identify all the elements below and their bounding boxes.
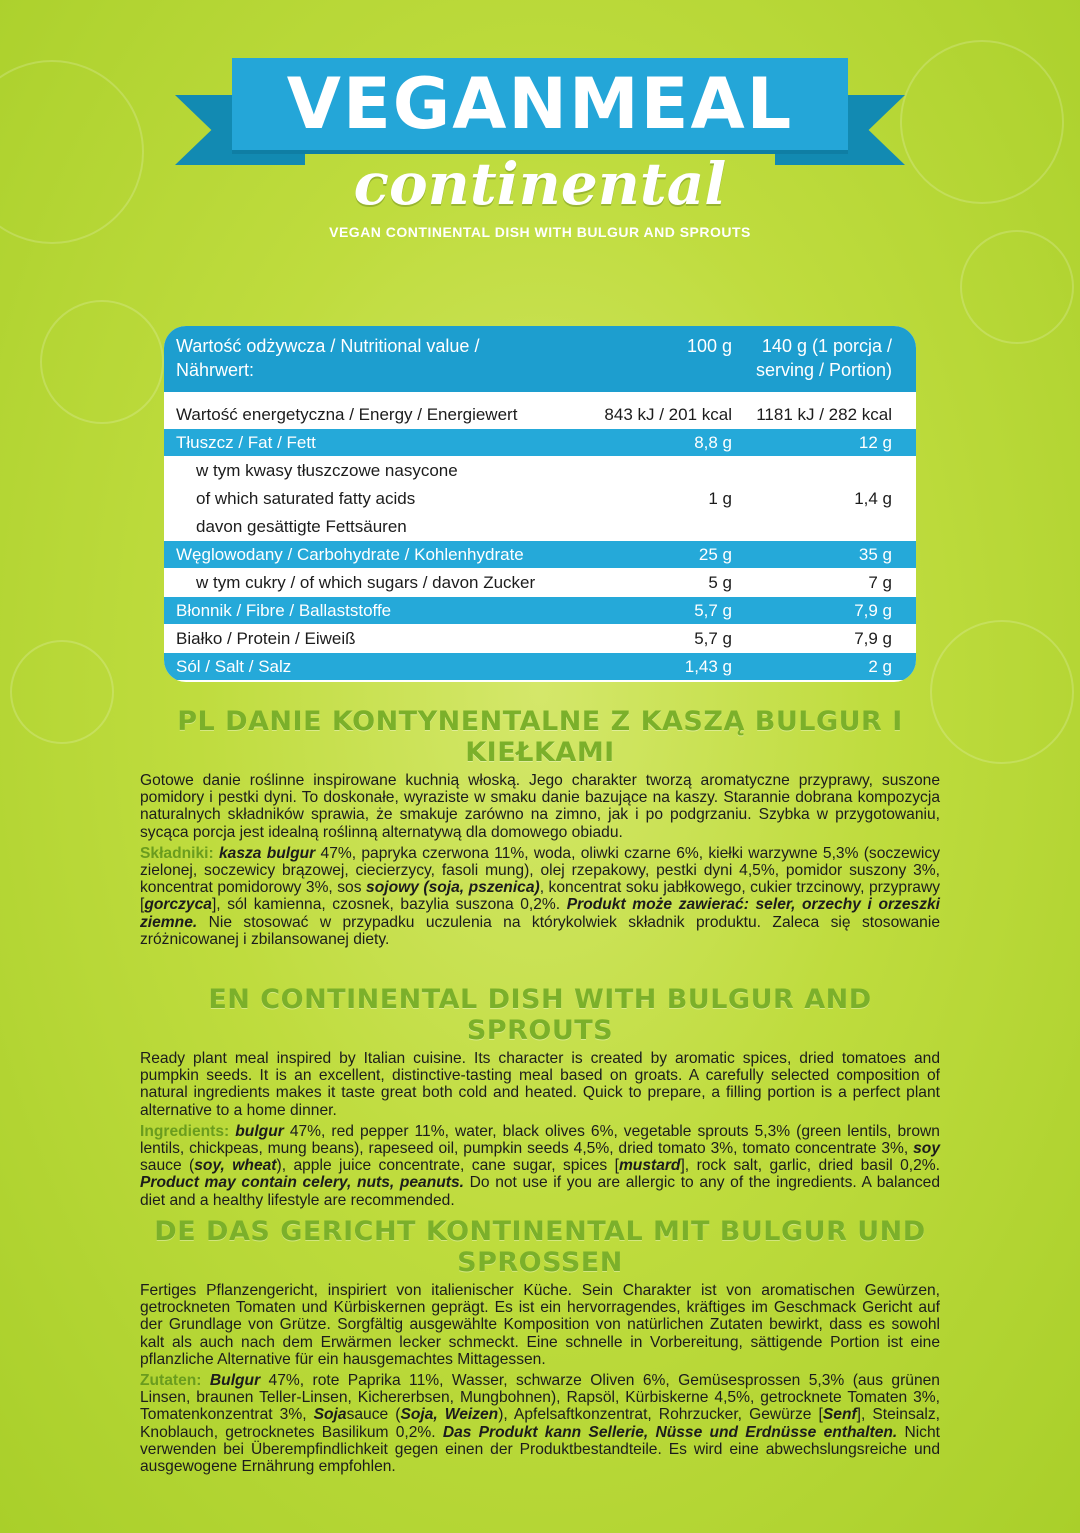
table-row-carbohydrate xyxy=(164,540,916,568)
ingredients-en xyxy=(140,1123,940,1209)
row-value-portion: 7,9 g xyxy=(854,628,892,648)
row-label: Białko / Protein / Eiweiß xyxy=(176,628,356,648)
table-row-saturated-fat xyxy=(164,456,916,540)
ing-text: ), Apfelsaftkonzentrat, Rohrzucker, Gewürze [ xyxy=(498,1406,823,1424)
ing-text: sauce ( xyxy=(346,1406,401,1424)
ing-text: Do not use if you are allergic to any of the ingredients. A balanced diet and a healthy lifestyle are recommended. xyxy=(140,1174,940,1209)
row-label: Wartość energetyczna / Energy / Energiewert xyxy=(176,404,518,424)
row-label xyxy=(164,457,594,541)
description-en: Ready plant meal inspired by Italian cuisine. Its character is created by aromatic spices, dried tomatoes and pumpkin seeds. It is an excellent, distinctive-tasting meal based on groats. A carefully selected composition of natural ingredients makes it taste great both cold and heated. Quick to prepare, a filling portion is a perfect plant alternative to a home dinner. xyxy=(140,1050,940,1119)
ing-highlight: bulgur xyxy=(235,1122,284,1140)
description-pl: Gotowe danie roślinne inspirowane kuchnią włoską. Jego charakter tworzą aromatyczne przyprawy, suszone pomidory i pestki dyni. To doskonałe, wyraziste w smaku danie bazujące na kaszy. Starannie dobrana kompozycja naturalnych składników sprawia, że smakuje zarówno na zimno, jak i po podgrzaniu. Szybka w przygotowaniu, sycąca porcja jest idealną roślinną alternatywą dla domowego obiadu. xyxy=(140,772,940,841)
header-portion-line: serving / Portion) xyxy=(755,360,892,380)
product-banner xyxy=(0,0,1080,240)
ingredients-label: Zutaten: xyxy=(140,1372,202,1390)
ing-text: ], rock salt, garlic, dried basil 0,2%. xyxy=(680,1157,941,1175)
ing-text: Nicht verwenden bei Überempfindlichkeit gegen einen der Produktbestandteile. Es wird eine abwechslungsreiche und ausgewogene Ernährung empfohlen. xyxy=(140,1423,940,1476)
section-title-en: EN CONTINENTAL DISH WITH BULGUR AND SPROUTS xyxy=(208,984,872,1046)
variant-title: continental xyxy=(353,150,727,218)
ing-text: Nie stosować w przypadku uczulenia na którykolwiek składnik produktu. Zaleca się stosowanie zróżnicowanej i zbilansowanej diety. xyxy=(140,913,940,948)
row-label-line: of which saturated fatty acids xyxy=(196,488,416,508)
table-row-sugars xyxy=(164,568,916,596)
nutrition-table-header xyxy=(164,326,916,392)
table-row-fat xyxy=(164,428,916,456)
ing-text: ], sól kamienna, czosnek, bazylia suszona 0,2%. xyxy=(211,896,567,914)
section-de xyxy=(140,1216,940,1475)
row-value-portion: 12 g xyxy=(858,432,892,452)
ingredients-de xyxy=(140,1372,940,1475)
ing-warning: Das Produkt kann Sellerie, Nüsse und Erdnüsse enthalten. xyxy=(442,1423,898,1441)
ing-allergen: soy, wheat xyxy=(194,1157,277,1175)
ing-text: ), apple juice concentrate, cane sugar, spices [ xyxy=(276,1157,619,1175)
ing-allergen: Soja, Weizen xyxy=(400,1406,499,1424)
ing-warning: Produkt może zawierać: seler, orzechy i orzeszki ziemne. xyxy=(140,896,941,931)
decorative-vegetable-sketch xyxy=(930,620,1074,764)
decorative-vegetable-sketch xyxy=(10,640,114,744)
row-label: Sól / Salt / Salz xyxy=(176,656,292,676)
row-value-100g: 5,7 g xyxy=(694,628,732,648)
row-value-portion: 1181 kJ / 282 kcal xyxy=(756,404,892,424)
row-value-100g: 8,8 g xyxy=(694,432,732,452)
section-title-pl: PL DANIE KONTYNENTALNE Z KASZĄ BULGUR I KIEŁKAMI xyxy=(177,706,903,768)
row-label: Tłuszcz / Fat / Fett xyxy=(176,432,316,452)
brand-title: VEGANMEAL xyxy=(286,63,794,145)
ing-text: , koncentrat soku jabłkowego, cukier trzcinowy, przyprawy [ xyxy=(140,879,940,914)
ing-warning: Product may contain celery, nuts, peanuts. xyxy=(140,1174,464,1192)
row-label-line: davon gesättigte Fettsäuren xyxy=(196,516,407,536)
header-portion-line: 140 g (1 porcja / xyxy=(761,336,892,356)
ing-text: 47%, red pepper 11%, water, black olives 6%, vegetable sprouts 5,3% (green lentils, brown lentils, chickpeas, mung beans), rapeseed oil, pumpkin seeds 4,5%, dried tomato 3%, tomato concentrate 3%, xyxy=(140,1122,940,1158)
ing-allergen: gorczyca xyxy=(144,896,212,914)
row-value-100g: 25 g xyxy=(698,544,732,564)
header-label-line: Wartość odżywcza / Nutritional value / xyxy=(176,336,480,356)
ing-highlight: Bulgur xyxy=(209,1372,261,1390)
header-col-portion xyxy=(732,334,904,382)
section-pl xyxy=(140,706,940,948)
ingredients-label: Składniki: xyxy=(140,844,214,862)
row-value-100g: 5 g xyxy=(708,572,732,592)
ing-text: ], Steinsalz, Knoblauch, getrocknetes Basilikum 0,2%. xyxy=(140,1406,941,1441)
product-tagline: VEGAN CONTINENTAL DISH WITH BULGUR AND SPROUTS xyxy=(329,224,751,240)
ing-allergen: Senf xyxy=(822,1406,857,1424)
section-en xyxy=(140,984,940,1209)
header-label-line: Nährwert: xyxy=(176,360,255,380)
row-value-portion: 7 g xyxy=(868,572,892,592)
ing-text: sauce ( xyxy=(140,1157,195,1175)
table-row-protein xyxy=(164,624,916,652)
row-label-line: w tym kwasy tłuszczowe nasycone xyxy=(196,460,458,480)
section-title-de: DE DAS GERICHT KONTINENTAL MIT BULGUR UND SPROSSEN xyxy=(154,1216,926,1278)
ing-allergen: mustard xyxy=(618,1157,681,1175)
header-col-100g: 100 g xyxy=(686,336,732,356)
ing-text: 47%, papryka czerwona 11%, woda, oliwki czarne 6%, kiełki warzywne 5,3% (soczewicy zielonej, soczewicy brązowej, ciecierzycy, fasoli mung), olej rzepakowy, pestki dyni 4,5%, pomidor suszony 3%, koncentrat pomidorowy 3%, sos xyxy=(140,844,940,897)
row-value-100g: 1 g xyxy=(708,488,732,508)
header-label xyxy=(164,334,594,382)
row-label: Węglowodany / Carbohydrate / Kohlenhydrate xyxy=(176,544,524,564)
ing-allergen: sojowy (soja, pszenica) xyxy=(366,879,540,897)
description-de: Fertiges Pflanzengericht, inspiriert von italienischer Küche. Sein Charakter ist von aromatischen Gewürzen, getrockneten Tomaten und Kürbiskernen geprägt. Es ist ein hervorragendes, kräftiges im Geschmack Gericht auf der Grundlage von Grütze. Sorgfältig ausgewählte Komposition von natürlichen Zutaten bewirkt, dass es sowohl kalt als auch nach dem Erwärmen lecker schmeckt. Eine schnelle in Vorbereitung, sättigende Portion ist eine pflanzliche Alternative für ein hausgemachtes Mittagessen. xyxy=(140,1282,940,1368)
row-value-100g: 843 kJ / 201 kcal xyxy=(604,404,732,424)
row-value-100g: 1,43 g xyxy=(684,656,732,676)
table-row-salt xyxy=(164,652,916,680)
ingredients-label: Ingredients: xyxy=(140,1122,230,1140)
row-label: Błonnik / Fibre / Ballaststoffe xyxy=(176,600,392,620)
ing-allergen: Soja xyxy=(313,1406,347,1424)
ing-text: 47%, rote Paprika 11%, Wasser, schwarze Oliven 6%, Gemüsesprossen 5,3% (aus grünen Linsen, braunen Teller-Linsen, Kichererbsen, Mungbohnen), Rapsöl, Kürbiskerne 4,5%, getrocknete Tomaten 3%, Tomatenkonzentrat 3%, xyxy=(140,1372,940,1424)
decorative-vegetable-sketch xyxy=(40,300,164,424)
nutrition-table xyxy=(164,326,916,682)
ing-allergen: soy xyxy=(913,1140,940,1158)
row-value-portion: 2 g xyxy=(868,656,892,676)
row-value-100g: 5,7 g xyxy=(694,600,732,620)
ing-highlight: kasza bulgur xyxy=(218,844,316,862)
row-label: w tym cukry / of which sugars / davon Zucker xyxy=(196,572,536,592)
ingredients-pl xyxy=(140,845,940,948)
table-row-fibre xyxy=(164,596,916,624)
row-value-portion: 35 g xyxy=(858,544,892,564)
row-value-portion: 1,4 g xyxy=(854,488,892,508)
decorative-vegetable-sketch xyxy=(960,230,1074,344)
row-value-portion: 7,9 g xyxy=(854,600,892,620)
table-row-energy xyxy=(164,400,916,428)
